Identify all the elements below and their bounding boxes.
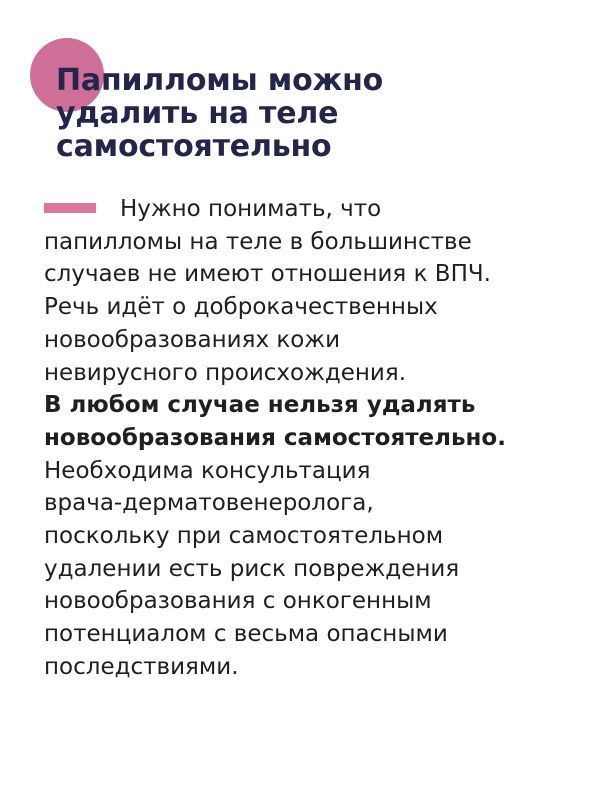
body-line: новообразования с онкогенным [44,588,432,615]
body-text [44,193,574,684]
body-line: невирусного происхождения. [44,359,407,386]
page-title [56,64,383,163]
title-line: самостоятельно [56,129,332,164]
body-line: удалении есть риск повреждения [44,555,460,582]
title-line: Папилломы можно [56,63,384,98]
body-line: новообразованиях кожи [44,326,341,353]
body-line: врача-дерматовенеролога, [44,490,374,517]
body-line: папилломы на теле в большинстве [44,228,472,255]
body-line: последствиями. [44,653,239,680]
body-line: потенциалом с весьма опасными [44,621,448,648]
title-line: удалить на теле [56,96,339,131]
body-line-text: Нужно понимать, что [120,196,382,222]
body-line-first [44,193,574,226]
body-line: поскольку при самостоятельном [44,523,444,550]
body-line: Необходима консультация [44,457,371,484]
body-line: Речь идёт о доброкачественных [44,294,438,321]
body-line: случаев не имеют отношения к ВПЧ. [44,261,491,288]
accent-bar [44,203,96,213]
body-line-bold: В любом случае нельзя удалять [44,392,476,419]
body-line-bold: новообразования самостоятельно. [44,424,506,451]
